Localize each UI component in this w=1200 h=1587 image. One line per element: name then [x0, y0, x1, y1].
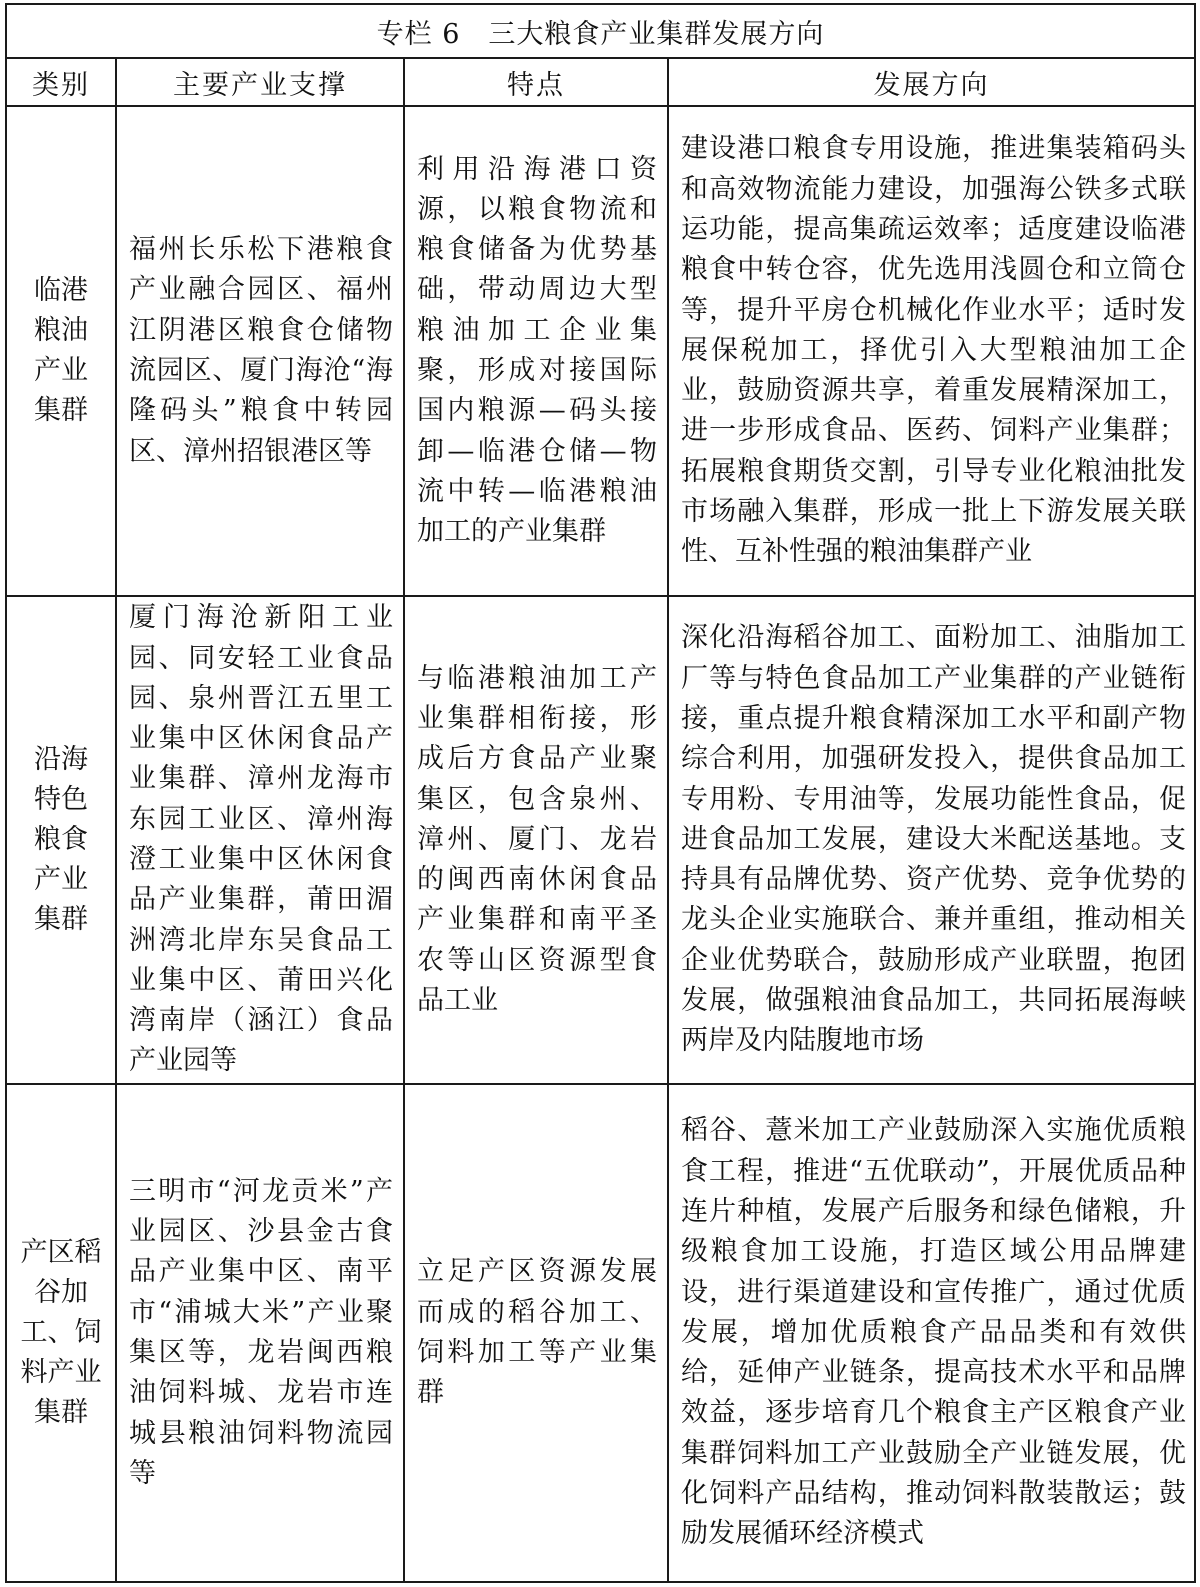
- feature-text: 立足产区资源发展而成的稻谷加工、饲料加工等产业集群: [417, 1256, 657, 1409]
- feature-text: 利用沿海港口资源，以粮食物流和粮食储备为优势基础，带动周边大型粮油加工企业集聚，形成对接国际国内粮源—码头接卸—临港仓储—物流中转—临港粮油加工的产业集群: [417, 153, 657, 548]
- table-title: 专栏 6 三大粮食产业集群发展方向: [6, 4, 1195, 58]
- direction-cell: [668, 1084, 1195, 1582]
- direction-cell: [668, 106, 1195, 596]
- table-title-row: [6, 4, 1195, 58]
- header-category: 类别: [6, 58, 116, 106]
- category-cell: [6, 1084, 116, 1582]
- table-row: [6, 1084, 1195, 1582]
- header-direction: 发展方向: [668, 58, 1195, 106]
- feature-cell: [404, 596, 668, 1084]
- direction-text: 稻谷、薏米加工产业鼓励深入实施优质粮食工程，推进“五优联动”，开展优质品种连片种植，发展产后服务和绿色储粮，升级粮食加工设施，打造区域公用品牌建设，进行渠道建设和宣传推广，通过优质发展，增加优质粮食产品品类和有效供给，延伸产业链条，提高技术水平和品牌效益，逐步培育几个粮食主产区粮食产业集群饲料加工产业鼓励全产业链发展，优化饲料产品结构，推动饲料散装散运；鼓励发展循环经济模式: [681, 1115, 1187, 1550]
- support-text: 三明市“河龙贡米”产业园区、沙县金古食品产业集中区、南平市“浦城大米”产业聚集区等，龙岩闽西粮油饲料城、龙岩市连城县粮油饲料物流园等: [129, 1175, 393, 1489]
- feature-text: 与临港粮油加工产业集群相衔接，形成后方食品产业聚集区，包含泉州、漳州、厦门、龙岩的闽西南休闲食品产业集群和南平圣农等山区资源型食品工业: [417, 662, 657, 1017]
- header-feature: 特点: [404, 58, 668, 106]
- support-text: 厦门海沧新阳工业园、同安轻工业食品园、泉州晋江五里工业集中区休闲食品产业集群、漳州龙海市东园工业区、漳州海澄工业集中区休闲食品产业集群，莆田湄洲湾北岸东吴食品工业集中区、莆田兴化湾南岸（涵江）食品产业园等: [129, 602, 393, 1077]
- table-row: [6, 106, 1195, 596]
- direction-text: 深化沿海稻谷加工、面粉加工、油脂加工厂等与特色食品加工产业集群的产业链衔接，重点提升粮食精深加工水平和副产物综合利用，加强研发投入，提供食品加工专用粉、专用油等，发展功能性食品，促进食品加工发展，建设大米配送基地。支持具有品牌优势、资产优势、竞争优势的龙头企业实施联合、兼并重组，推动相关企业优势联合，鼓励形成产业联盟，抱团发展，做强粮油食品加工，共同拓展海峡两岸及内陆腹地市场: [681, 622, 1187, 1057]
- direction-text: 建设港口粮食专用设施，推进集装箱码头和高效物流能力建设，加强海公铁多式联运功能，提高集疏运效率；适度建设临港粮食中转仓容，优先选用浅圆仓和立筒仓等，提升平房仓机械化作业水平；适时发展保税加工，择优引入大型粮油加工企业，鼓励资源共享，着重发展精深加工，进一步形成食品、医药、饲料产业集群；拓展粮食期货交割，引导专业化粮油批发市场融入集群，形成一批上下游发展关联性、互补性强的粮油集群产业: [681, 133, 1187, 568]
- direction-cell: [668, 596, 1195, 1084]
- feature-cell: [404, 1084, 668, 1582]
- support-cell: [116, 1084, 404, 1582]
- header-support: 主要产业支撑: [116, 58, 404, 106]
- category-cell: [6, 106, 116, 596]
- feature-cell: [404, 106, 668, 596]
- category-cell: [6, 596, 116, 1084]
- support-cell: [116, 596, 404, 1084]
- table-header-row: [6, 58, 1195, 106]
- category-label: 临港粮油产业集群: [34, 275, 88, 426]
- support-text: 福州长乐松下港粮食产业融合园区、福州江阴港区粮食仓储物流园区、厦门海沧“海隆码头”粮食中转园区、漳州招银港区等: [129, 234, 393, 467]
- category-label: 沿海特色粮食产业集群: [34, 744, 88, 935]
- table-row: [6, 596, 1195, 1084]
- category-label: 产区稻谷加工、饲料产业集群: [20, 1237, 102, 1428]
- column-table: [5, 3, 1196, 1583]
- support-cell: [116, 106, 404, 596]
